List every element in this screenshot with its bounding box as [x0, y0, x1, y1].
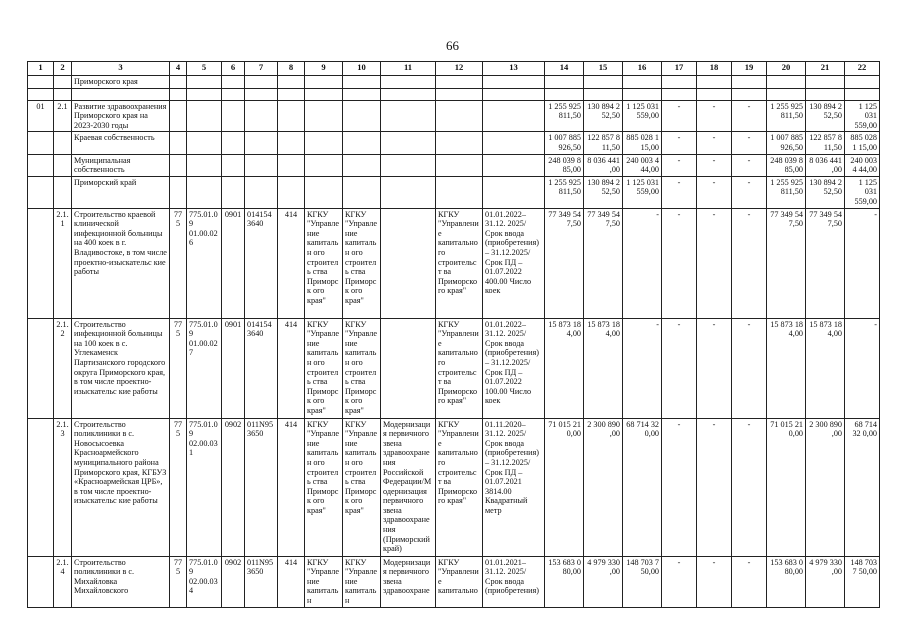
table-cell	[381, 176, 436, 208]
table-cell	[623, 76, 662, 89]
table-cell: -	[662, 208, 697, 318]
table-cell: -	[662, 418, 697, 556]
table-cell: 014154 3640	[245, 208, 278, 318]
table-cell: 71 015 21 0,00	[767, 418, 806, 556]
table-cell: 1 125 031 559,00	[845, 100, 880, 132]
table-cell	[436, 76, 483, 89]
table-cell: Модернизаци я первичного звена здравоохране	[381, 556, 436, 607]
table-cell: Развитие здравоохранения Приморского края на 2023-2030 годы	[72, 100, 170, 132]
table-cell	[170, 100, 187, 132]
table-cell: -	[623, 208, 662, 318]
table-cell: 148 703 7 50,00	[623, 556, 662, 607]
table-cell: 8 036 441 ,00	[584, 154, 623, 176]
table-cell: КГКУ "Управле ние капитальн	[305, 556, 343, 607]
table-cell	[305, 76, 343, 89]
table-cell: 414	[278, 318, 305, 418]
table-cell	[28, 208, 54, 318]
table-cell: 775	[170, 208, 187, 318]
table-cell: КГКУ "Управле ние капитальн ого строитель ства Приморск ого края"	[343, 418, 381, 556]
table-cell: 2.1.4	[54, 556, 72, 607]
table-cell: -	[845, 208, 880, 318]
table-cell: -	[732, 318, 767, 418]
table-cell: 1 255 925 811,50	[545, 100, 584, 132]
table-cell: 01	[28, 100, 54, 132]
column-header-6: 6	[222, 62, 245, 76]
table-cell: -	[732, 100, 767, 132]
table-cell: 15 873 18 4,00	[584, 318, 623, 418]
table-cell: 775	[170, 418, 187, 556]
table-cell: 122 857 8 11,50	[584, 132, 623, 154]
table-cell	[381, 318, 436, 418]
table-cell	[170, 154, 187, 176]
table-row	[28, 154, 880, 176]
table-cell: 130 894 2 52,50	[584, 176, 623, 208]
table-cell	[381, 100, 436, 132]
column-header-12: 12	[436, 62, 483, 76]
column-header-7: 7	[245, 62, 278, 76]
table-cell: 15 873 18 4,00	[767, 318, 806, 418]
table-cell	[305, 100, 343, 132]
table-cell: Приморский край	[72, 176, 170, 208]
table-cell	[170, 132, 187, 154]
table-cell	[343, 76, 381, 89]
table-cell: 885 028 1 15,00	[623, 132, 662, 154]
table-cell: 011N95 3650	[245, 556, 278, 607]
table-cell	[245, 88, 278, 100]
table-cell: 2.1.1	[54, 208, 72, 318]
table-cell	[222, 100, 245, 132]
table-cell: 248 039 8 85,00	[767, 154, 806, 176]
table-cell	[187, 76, 222, 89]
table-cell	[483, 76, 545, 89]
table-cell	[767, 88, 806, 100]
table-cell: КГКУ "Управлени е капитально го строительст ва Приморско го края"	[436, 318, 483, 418]
table-cell	[28, 556, 54, 607]
table-cell	[662, 76, 697, 89]
table-cell	[483, 88, 545, 100]
table-cell	[343, 176, 381, 208]
table-cell: -	[662, 318, 697, 418]
table-cell: 885 028 1 15,00	[845, 132, 880, 154]
table-cell: 414	[278, 556, 305, 607]
table-cell: -	[623, 318, 662, 418]
table-cell: 1 007 885 926,50	[767, 132, 806, 154]
page-number: 66	[446, 38, 459, 53]
table-cell	[54, 88, 72, 100]
table-cell: 414	[278, 208, 305, 318]
table-cell	[483, 132, 545, 154]
table-cell	[28, 418, 54, 556]
table-cell	[697, 76, 732, 89]
table-cell	[222, 88, 245, 100]
table-cell: 4 979 330 ,00	[584, 556, 623, 607]
table-cell	[845, 88, 880, 100]
table-cell	[381, 76, 436, 89]
table-cell: Модернизаци я первичного звена здравоохране ния Российской Федерации/М одернизация первичного звена здравоохране ния (Приморский край)	[381, 418, 436, 556]
table-cell: 014154 3640	[245, 318, 278, 418]
table-cell	[305, 88, 343, 100]
table-cell	[381, 154, 436, 176]
table-cell: -	[662, 100, 697, 132]
table-cell	[662, 88, 697, 100]
table-cell	[278, 100, 305, 132]
table-cell: 15 873 18 4,00	[806, 318, 845, 418]
table-cell: -	[662, 154, 697, 176]
table-cell: -	[732, 208, 767, 318]
column-header-4: 4	[170, 62, 187, 76]
table-cell: 2 300 890 ,00	[806, 418, 845, 556]
table-cell	[305, 154, 343, 176]
column-header-1: 1	[28, 62, 54, 76]
table-cell	[245, 100, 278, 132]
table-cell	[54, 76, 72, 89]
table-cell	[72, 88, 170, 100]
table-cell	[28, 76, 54, 89]
table-cell: КГКУ "Управлени е капитально го строительст ва Приморско го края"	[436, 418, 483, 556]
table-cell: КГКУ "Управлени е капитально го строительст ва Приморско го края"	[436, 208, 483, 318]
table-cell: 1 255 925 811,50	[545, 176, 584, 208]
table-cell: 2.1.3	[54, 418, 72, 556]
table-cell: 4 979 330 ,00	[806, 556, 845, 607]
table-cell: 77 349 54 7,50	[806, 208, 845, 318]
table-cell: 0901	[222, 318, 245, 418]
table-cell	[483, 176, 545, 208]
table-cell	[245, 76, 278, 89]
table-cell: 8 036 441 ,00	[806, 154, 845, 176]
table-cell	[245, 132, 278, 154]
table-cell: 68 714 32 0,00	[623, 418, 662, 556]
table-cell	[28, 88, 54, 100]
table-cell	[381, 208, 436, 318]
table-row	[28, 318, 880, 418]
table-cell: -	[697, 208, 732, 318]
table-cell	[278, 88, 305, 100]
table-row	[28, 418, 880, 556]
table-cell	[187, 88, 222, 100]
column-header-13: 13	[483, 62, 545, 76]
table-row	[28, 208, 880, 318]
column-header-15: 15	[584, 62, 623, 76]
column-header-22: 22	[845, 62, 880, 76]
table-cell: 130 894 2 52,50	[806, 176, 845, 208]
table-cell: 77 349 54 7,50	[545, 208, 584, 318]
table-cell	[436, 100, 483, 132]
table-cell: 775.01.09 01.00.026	[187, 208, 222, 318]
table-cell	[343, 100, 381, 132]
table-cell	[697, 88, 732, 100]
table-cell: -	[662, 556, 697, 607]
table-cell: 775	[170, 318, 187, 418]
table-cell	[584, 88, 623, 100]
table-cell: 240 003 4 44,00	[623, 154, 662, 176]
table-cell: КГКУ "Управле ние капитальн ого строитель ства Приморск ого края"	[305, 208, 343, 318]
table-cell	[483, 100, 545, 132]
table-cell: 775.01.09 01.00.027	[187, 318, 222, 418]
table-cell	[436, 154, 483, 176]
table-cell: -	[732, 556, 767, 607]
table-cell: -	[662, 132, 697, 154]
table-cell: 1 125 031 559,00	[845, 176, 880, 208]
table-cell	[245, 176, 278, 208]
column-header-17: 17	[662, 62, 697, 76]
table-cell	[381, 88, 436, 100]
table-cell: -	[697, 154, 732, 176]
column-header-3: 3	[72, 62, 170, 76]
table-cell: КГКУ "Управле ние капитальн	[343, 556, 381, 607]
table-cell: -	[697, 176, 732, 208]
table-cell: 01.01.2022–31.12. 2025/ Срок ввода (приобретения) – 31.12.2025/ Срок ПД – 01.07.2022 100.00 Число коек	[483, 318, 545, 418]
table-cell	[806, 76, 845, 89]
column-header-21: 21	[806, 62, 845, 76]
column-header-18: 18	[697, 62, 732, 76]
table-cell	[245, 154, 278, 176]
table-cell: КГКУ "Управле ние капитальн ого строитель ства Приморск ого края"	[305, 318, 343, 418]
table-cell	[170, 88, 187, 100]
table-cell: Муниципальная собственность	[72, 154, 170, 176]
table-cell	[278, 76, 305, 89]
table-cell	[222, 154, 245, 176]
table-cell	[222, 132, 245, 154]
table-cell	[767, 76, 806, 89]
table-cell: 011N95 3650	[245, 418, 278, 556]
table-cell: 15 873 18 4,00	[545, 318, 584, 418]
table-cell: 248 039 8 85,00	[545, 154, 584, 176]
table-cell	[278, 132, 305, 154]
column-header-2: 2	[54, 62, 72, 76]
table-cell: -	[697, 418, 732, 556]
table-cell	[54, 154, 72, 176]
table-cell: 0902	[222, 556, 245, 607]
column-header-16: 16	[623, 62, 662, 76]
table-cell: -	[697, 100, 732, 132]
table-cell	[732, 76, 767, 89]
table-cell: 01.01.2021–31.12. 2025/ Срок ввода (приобретения)	[483, 556, 545, 607]
table-row	[28, 556, 880, 607]
table-row	[28, 88, 880, 100]
column-header-8: 8	[278, 62, 305, 76]
table-cell: 0901	[222, 208, 245, 318]
table-cell: Строительство поликлиники в с. Новосысоевка Красноармейского муниципального района Приморского края, КГБУЗ «Красноармейская ЦРБ», в том числе проектно-изыскательс кие работы	[72, 418, 170, 556]
table-cell: КГКУ "Управле ние капитальн ого строитель ства Приморск ого края"	[343, 208, 381, 318]
table-cell	[28, 132, 54, 154]
table-cell	[187, 176, 222, 208]
table-cell: КГКУ "Управле ние капитальн ого строитель ства Приморск ого края"	[305, 418, 343, 556]
table-cell	[187, 132, 222, 154]
table-cell	[170, 76, 187, 89]
table-cell	[623, 88, 662, 100]
table-cell: -	[697, 556, 732, 607]
table-cell: 1 007 885 926,50	[545, 132, 584, 154]
table-cell	[28, 176, 54, 208]
table-cell	[436, 88, 483, 100]
table-cell: Строительство инфекционной больницы на 100 коек в с. Углекаменск Партизанского городского округа Приморского края, в том числе проектно-изыскательс кие работы	[72, 318, 170, 418]
table-cell: 2.1.2	[54, 318, 72, 418]
table-cell	[54, 176, 72, 208]
table-cell: 775	[170, 556, 187, 607]
table-cell: -	[697, 132, 732, 154]
budget-table	[27, 61, 880, 608]
table-cell: Краевая собственность	[72, 132, 170, 154]
table-cell	[28, 154, 54, 176]
column-header-19: 19	[732, 62, 767, 76]
table-cell: 130 894 2 52,50	[806, 100, 845, 132]
table-cell: 130 894 2 52,50	[584, 100, 623, 132]
table-cell	[436, 176, 483, 208]
column-header-10: 10	[343, 62, 381, 76]
table-cell: КГКУ "Управле ние капитальн ого строитель ства Приморск ого края"	[343, 318, 381, 418]
table-cell	[584, 76, 623, 89]
table-cell: Приморского края	[72, 76, 170, 89]
table-cell: 240 003 4 44,00	[845, 154, 880, 176]
table-cell	[187, 100, 222, 132]
table-cell	[483, 154, 545, 176]
table-cell	[545, 76, 584, 89]
table-cell: -	[732, 176, 767, 208]
column-header-11: 11	[381, 62, 436, 76]
table-cell	[170, 176, 187, 208]
table-cell	[278, 154, 305, 176]
table-row	[28, 76, 880, 89]
table-cell: 77 349 54 7,50	[584, 208, 623, 318]
table-cell: 1 125 031 559,00	[623, 176, 662, 208]
table-cell	[343, 154, 381, 176]
table-cell: КГКУ "Управлени е капитально	[436, 556, 483, 607]
table-cell: 0902	[222, 418, 245, 556]
table-cell: 77 349 54 7,50	[767, 208, 806, 318]
table-cell: 148 703 7 50,00	[845, 556, 880, 607]
header-row	[28, 62, 880, 76]
table-cell: 2 300 890 ,00	[584, 418, 623, 556]
table-cell: -	[697, 318, 732, 418]
table-cell	[343, 132, 381, 154]
table-cell: -	[845, 318, 880, 418]
table-cell: 775.01.09 02.00.034	[187, 556, 222, 607]
column-header-14: 14	[545, 62, 584, 76]
table-cell: 775.01.09 02.00.031	[187, 418, 222, 556]
table-cell	[845, 76, 880, 89]
column-header-9: 9	[305, 62, 343, 76]
table-cell: 153 683 0 80,00	[767, 556, 806, 607]
table-cell	[222, 76, 245, 89]
table-cell	[806, 88, 845, 100]
table-cell	[187, 154, 222, 176]
table-cell: 01.01.2022–31.12. 2025/ Срок ввода (приобретения) – 31.12.2025/ Срок ПД – 01.07.2022 400.00 Число коек	[483, 208, 545, 318]
table-cell: 01.11.2020–31.12. 2025/ Срок ввода (приобретения) – 31.12.2025/ Срок ПД – 01.07.2021 3814.00 Квадратный метр	[483, 418, 545, 556]
column-header-20: 20	[767, 62, 806, 76]
table-cell: -	[732, 154, 767, 176]
table-cell: Строительство краевой клинической инфекционной больницы на 400 коек в г. Владивостоке, в том числе проектно-изыскательс кие работы	[72, 208, 170, 318]
table-cell	[545, 88, 584, 100]
table-cell: -	[662, 176, 697, 208]
table-cell	[222, 176, 245, 208]
table-cell	[54, 132, 72, 154]
table-cell: -	[732, 132, 767, 154]
table-cell: 68 714 32 0,00	[845, 418, 880, 556]
table-cell: 1 255 925 811,50	[767, 176, 806, 208]
table-cell: 414	[278, 418, 305, 556]
table-cell: 153 683 0 80,00	[545, 556, 584, 607]
table-cell	[305, 176, 343, 208]
table-row	[28, 132, 880, 154]
table-cell	[343, 88, 381, 100]
table-cell	[732, 88, 767, 100]
table-cell: 122 857 8 11,50	[806, 132, 845, 154]
column-header-5: 5	[187, 62, 222, 76]
table-row	[28, 176, 880, 208]
table-cell: Строительство поликлиники в с. Михайловка Михайловского	[72, 556, 170, 607]
table-cell: 1 255 925 811,50	[767, 100, 806, 132]
table-cell: -	[732, 418, 767, 556]
table-cell: 1 125 031 559,00	[623, 100, 662, 132]
table-cell	[305, 132, 343, 154]
table-cell: 71 015 21 0,00	[545, 418, 584, 556]
table-cell	[278, 176, 305, 208]
table-cell: 2.1	[54, 100, 72, 132]
table-row	[28, 100, 880, 132]
table-cell	[436, 132, 483, 154]
table-cell	[381, 132, 436, 154]
table-cell	[28, 318, 54, 418]
